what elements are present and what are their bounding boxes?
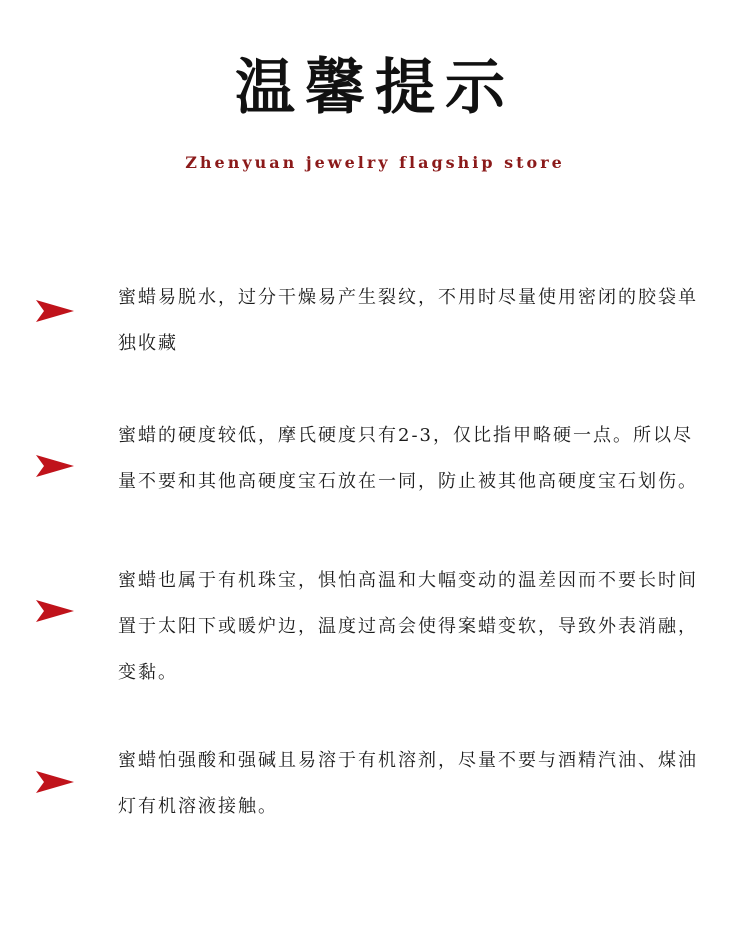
tip-text: 蜜蜡怕强酸和强碱且易溶于有机溶剂，尽量不要与酒精汽油、煤油灯有机溶液接触。 [118, 750, 698, 817]
store-subtitle: Zhenyuan jewelry flagship store [185, 153, 565, 172]
tip-text: 蜜蜡的硬度较低，摩氏硬度只有2-3，仅比指甲略硬一点。所以尽量不要和其他高硬度宝石放在一同，防止被其他高硬度宝石划伤。 [118, 425, 698, 492]
red-arrow-icon [36, 600, 74, 622]
red-arrow-icon [36, 771, 74, 793]
tip-text: 蜜蜡易脱水，过分干燥易产生裂纹，不用时尽量使用密闭的胶袋单独收藏 [118, 287, 698, 354]
tip-text: 蜜蜡也属于有机珠宝，惧怕高温和大幅变动的温差因而不要长时间置于太阳下或暖炉边，温度过高会使得案蜡变软，导致外表消融，变黏。 [118, 570, 698, 683]
red-arrow-icon [36, 300, 74, 322]
red-arrow-icon [36, 455, 74, 477]
page-title: 温馨提示 [235, 53, 515, 123]
